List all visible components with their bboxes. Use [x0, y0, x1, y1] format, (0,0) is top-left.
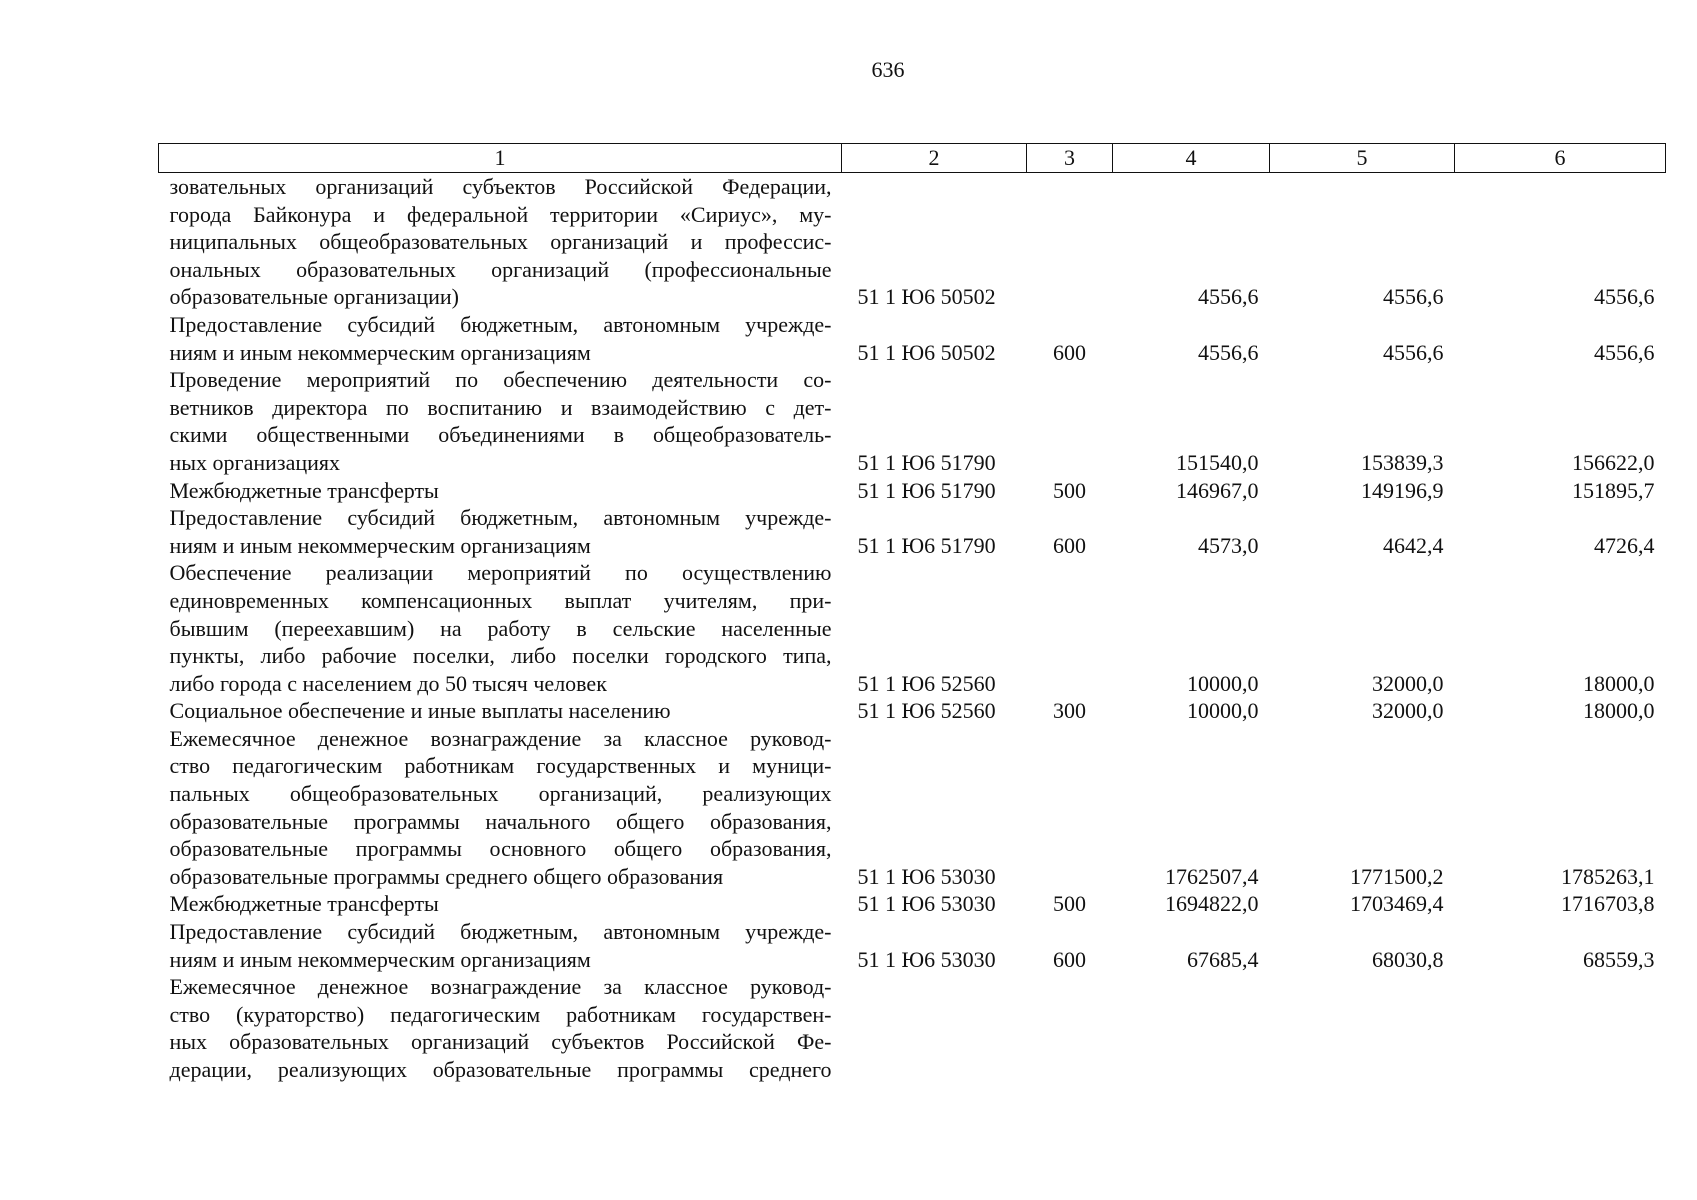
- row-name-line: скими общественными объединениями в общеобразователь-: [169, 422, 832, 448]
- header-row: [159, 144, 1666, 173]
- column-header-1: 1: [159, 144, 842, 173]
- row-name-cell: [159, 173, 842, 311]
- row-name-line: образовательные программы основного общего образования,: [169, 836, 832, 862]
- value-col-6: 1785263,1: [1561, 863, 1655, 889]
- target-article-code: 51 1 Ю6 51790: [857, 532, 996, 558]
- expense-type-code: 600: [1053, 339, 1086, 365]
- expense-type-code: 600: [1053, 532, 1086, 558]
- row-name-line: образовательные организации): [169, 284, 459, 310]
- row-name-line: Социальное обеспечение и иные выплаты населению: [169, 698, 671, 724]
- table-row: [159, 173, 1666, 311]
- value-col-4: 151540,0: [1176, 449, 1259, 475]
- row-name-cell: [159, 559, 842, 697]
- row-name-line: ниям и иным некоммерческим организациям: [169, 946, 591, 972]
- table-row: [159, 918, 1666, 973]
- table-row: [159, 697, 1666, 725]
- value-col-5: 4556,6: [1383, 284, 1444, 310]
- value-col-4: 10000,0: [1187, 670, 1259, 696]
- row-name-line: Межбюджетные трансферты: [169, 477, 439, 503]
- row-name-line: ниям и иным некоммерческим организациям: [169, 532, 591, 558]
- expense-type-code: [1027, 559, 1113, 697]
- budget-table: [158, 143, 1666, 1084]
- target-article-code: 51 1 Ю6 51790: [857, 449, 996, 475]
- row-name-line: единовременных компенсационных выплат учителям, при-: [169, 587, 832, 613]
- target-article-code: 51 1 Ю6 50502: [857, 284, 996, 310]
- row-name-line: Предоставление субсидий бюджетным, автономным учрежде-: [169, 311, 832, 337]
- table-body: [159, 173, 1666, 1084]
- target-article-code: 51 1 Ю6 53030: [857, 946, 996, 972]
- row-name-line: дерации, реализующих образовательные программы среднего: [169, 1057, 832, 1082]
- row-name-line: ональных образовательных организаций (профессиональные: [169, 256, 832, 282]
- expense-type-code: [1027, 725, 1113, 891]
- value-col-4: 4556,6: [1198, 339, 1259, 365]
- page-number: 636: [871, 57, 905, 82]
- row-name-line: пункты, либо рабочие поселки, либо поселки городского типа,: [169, 643, 832, 669]
- row-name-line: Ежемесячное денежное вознаграждение за классное руковод-: [169, 974, 832, 1000]
- value-col-6: 68559,3: [1583, 946, 1655, 972]
- value-col-4: 67685,4: [1187, 946, 1259, 972]
- value-col-5: 153839,3: [1361, 449, 1444, 475]
- expense-type-code: 500: [1053, 477, 1086, 503]
- column-header-2: 2: [842, 144, 1027, 173]
- row-name-line: ниципальных общеобразовательных организаций и профессис-: [169, 229, 832, 255]
- row-name-line: Обеспечение реализации мероприятий по осуществлению: [169, 560, 832, 586]
- value-col-4: [1113, 973, 1270, 1083]
- value-col-6: 18000,0: [1583, 698, 1655, 724]
- row-name-cell: [159, 973, 842, 1083]
- row-name-line: зовательных организаций субъектов Российской Федерации,: [169, 174, 832, 199]
- row-name-line: либо города с населением до 50 тысяч человек: [169, 670, 607, 696]
- target-article-code: 51 1 Ю6 52560: [857, 670, 996, 696]
- column-header-3: 3: [1027, 144, 1113, 173]
- column-header-5: 5: [1270, 144, 1455, 173]
- column-header-6: 6: [1455, 144, 1666, 173]
- expense-type-code: [1027, 173, 1113, 311]
- value-col-6: 4556,6: [1594, 339, 1655, 365]
- expense-type-code: [1027, 366, 1113, 476]
- value-col-4: 1762507,4: [1165, 863, 1259, 889]
- value-col-5: 149196,9: [1361, 477, 1444, 503]
- expense-type-code: [1027, 973, 1113, 1083]
- row-name-line: ветников директора по воспитанию и взаимодействию с дет-: [169, 394, 832, 420]
- table-row: [159, 366, 1666, 476]
- table-row: [159, 725, 1666, 891]
- value-col-4: 10000,0: [1187, 698, 1259, 724]
- value-col-5: [1270, 973, 1455, 1083]
- table-row: [159, 477, 1666, 505]
- value-col-5: 4556,6: [1383, 339, 1444, 365]
- target-article-code: 51 1 Ю6 53030: [857, 863, 996, 889]
- column-header-4: 4: [1113, 144, 1270, 173]
- row-name-line: образовательные программы среднего общего образования: [169, 863, 724, 889]
- value-col-6: 156622,0: [1572, 449, 1655, 475]
- value-col-6: 18000,0: [1583, 670, 1655, 696]
- value-col-5: 68030,8: [1372, 946, 1444, 972]
- row-name-line: Предоставление субсидий бюджетным, автономным учрежде-: [169, 505, 832, 531]
- row-name-line: Межбюджетные трансферты: [169, 891, 439, 917]
- row-name-cell: [159, 890, 842, 918]
- target-article-code: 51 1 Ю6 51790: [857, 477, 996, 503]
- value-col-5: 4642,4: [1383, 532, 1444, 558]
- row-name-cell: [159, 504, 842, 559]
- value-col-6: 1716703,8: [1561, 891, 1655, 917]
- row-name-line: Проведение мероприятий по обеспечению деятельности со-: [169, 367, 832, 393]
- value-col-4: 1694822,0: [1165, 891, 1259, 917]
- row-name-cell: [159, 477, 842, 505]
- row-name-cell: [159, 697, 842, 725]
- row-name-line: Предоставление субсидий бюджетным, автономным учрежде-: [169, 919, 832, 945]
- value-col-6: 4556,6: [1594, 284, 1655, 310]
- row-name-cell: [159, 366, 842, 476]
- expense-type-code: 600: [1053, 946, 1086, 972]
- row-name-line: образовательные программы начального общего образования,: [169, 808, 832, 834]
- expense-type-code: 300: [1053, 698, 1086, 724]
- table-row: [159, 559, 1666, 697]
- value-col-6: [1455, 973, 1666, 1083]
- value-col-5: 1771500,2: [1350, 863, 1444, 889]
- value-col-5: 32000,0: [1372, 698, 1444, 724]
- value-col-5: 1703469,4: [1350, 891, 1444, 917]
- value-col-5: 32000,0: [1372, 670, 1444, 696]
- expense-type-code: 500: [1053, 891, 1086, 917]
- value-col-6: 4726,4: [1594, 532, 1655, 558]
- row-name-line: пальных общеобразовательных организаций, реализующих: [169, 781, 832, 807]
- target-article-code: 51 1 Ю6 52560: [857, 698, 996, 724]
- row-name-line: ство педагогическим работникам государственных и муници-: [169, 753, 832, 779]
- target-article-code: 51 1 Ю6 50502: [857, 339, 996, 365]
- row-name-cell: [159, 725, 842, 891]
- row-name-line: бывшим (переехавшим) на работу в сельские населенные: [169, 615, 832, 641]
- value-col-4: 4556,6: [1198, 284, 1259, 310]
- row-name-cell: [159, 918, 842, 973]
- row-name-line: ных организациях: [169, 449, 341, 475]
- row-name-cell: [159, 311, 842, 366]
- row-name-line: ство (кураторство) педагогическим работникам государствен-: [169, 1001, 832, 1027]
- table-row: [159, 973, 1666, 1083]
- table-row: [159, 890, 1666, 918]
- table-row: [159, 311, 1666, 366]
- target-article-code: 51 1 Ю6 53030: [857, 891, 996, 917]
- table-row: [159, 504, 1666, 559]
- value-col-6: 151895,7: [1572, 477, 1655, 503]
- row-name-line: ных образовательных организаций субъектов Российской Фе-: [169, 1029, 832, 1055]
- row-name-line: ниям и иным некоммерческим организациям: [169, 339, 591, 365]
- row-name-line: Ежемесячное денежное вознаграждение за классное руковод-: [169, 725, 832, 751]
- value-col-4: 146967,0: [1176, 477, 1259, 503]
- value-col-4: 4573,0: [1198, 532, 1259, 558]
- target-article-code: [842, 973, 1027, 1083]
- row-name-line: города Байконура и федеральной территории «Сириус», му-: [169, 201, 832, 227]
